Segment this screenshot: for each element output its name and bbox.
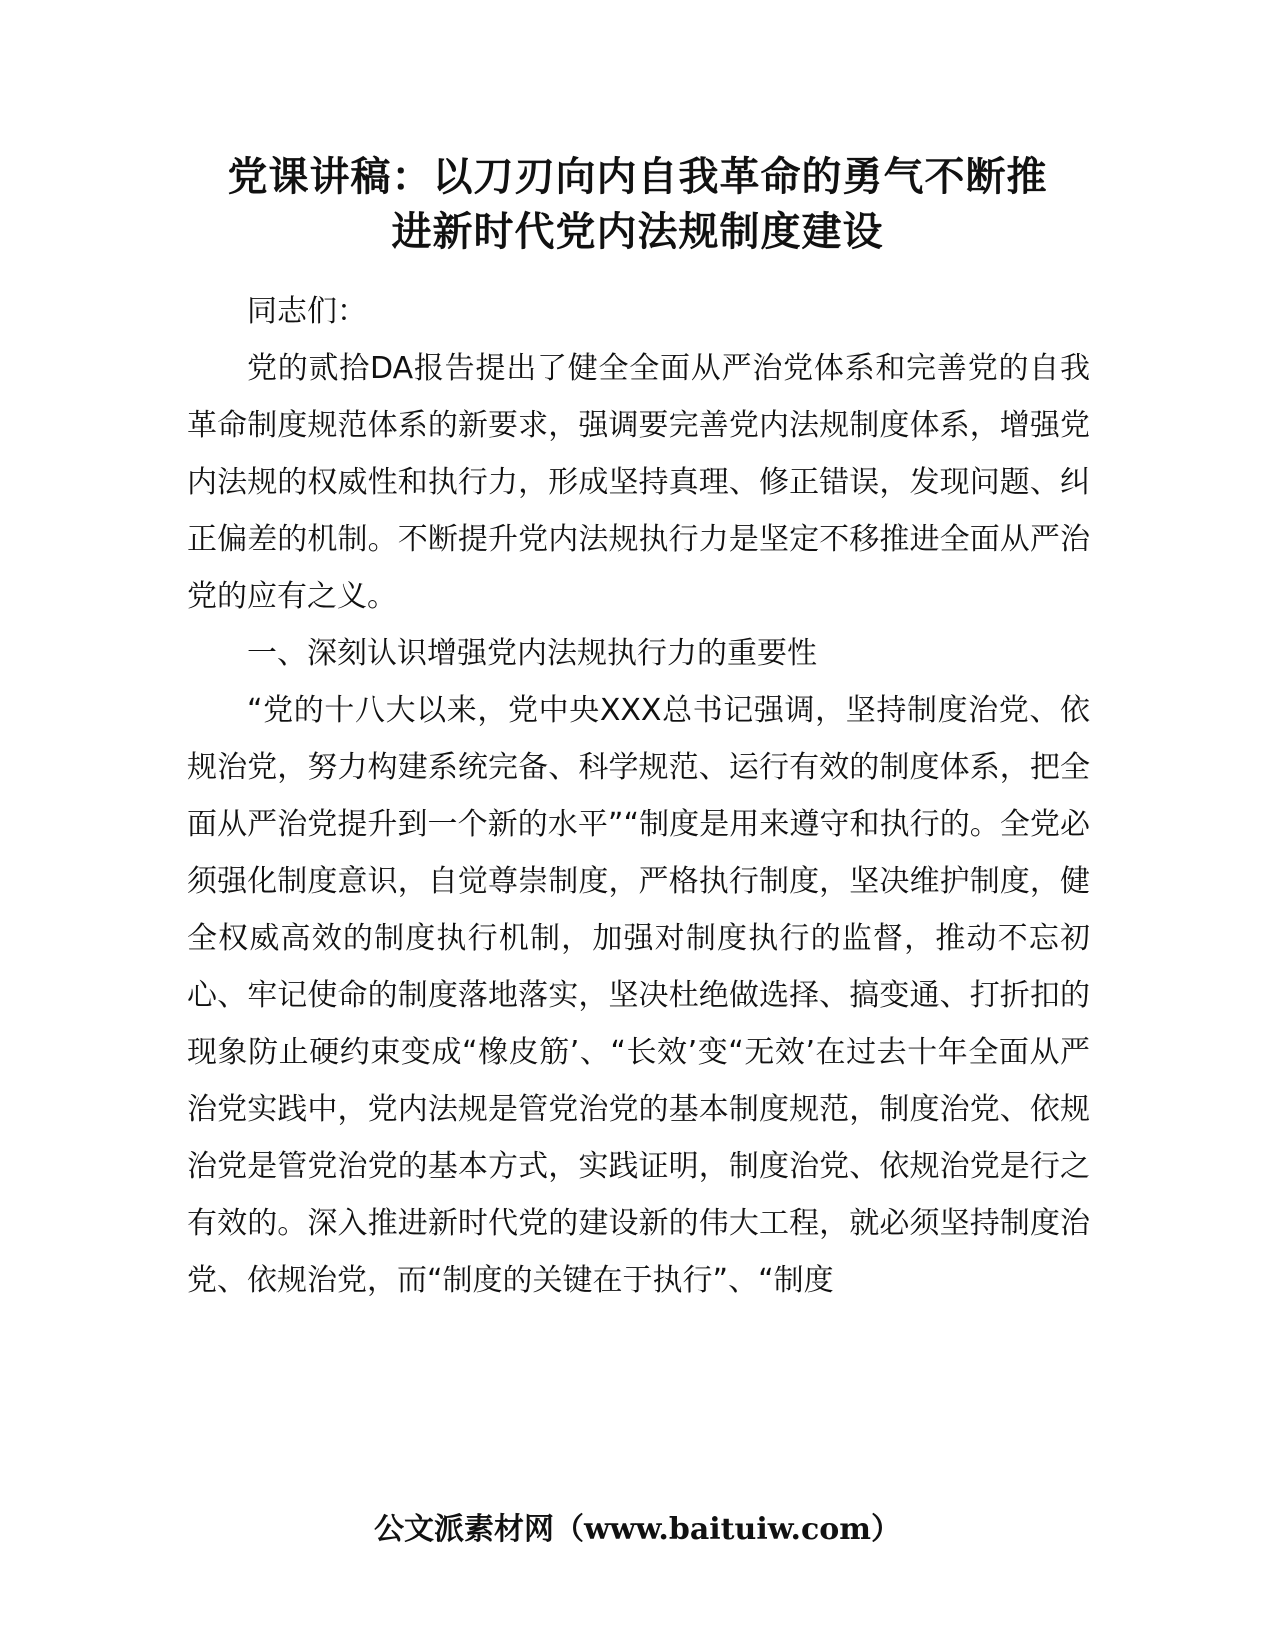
document-body — [187, 283, 1090, 1309]
document-title — [180, 150, 1095, 260]
paragraph-body: “党的十八大以来，党中央XXX总书记强调，坚持制度治党、依规治党，努力构建系统完备、科学规范、运行有效的制度体系，把全面从严治党提升到一个新的水平”“制度是用来遵守和执行的。全党必须强化制度意识，自觉尊崇制度，严格执行制度，坚决维护制度，健全权威高效的制度执行机制，加强对制度执行的监督，推动不忘初心、牢记使命的制度落地落实，坚决杜绝做选择、搞变通、打折扣的现象防止硬约束变成“橡皮筋’、“长效’变“无效’在过去十年全面从严治党实践中，党内法规是管党治党的基本制度规范，制度治党、依规治党是管党治党的基本方式，实践证明，制度治党、依规治党是行之有效的。深入推进新时代党的建设新的伟大工程，就必须坚持制度治党、依规治党，而“制度的关键在于执行”、“制度 — [187, 693, 1090, 1298]
section-heading: 一、深刻认识增强党内法规执行力的重要性 — [247, 636, 817, 671]
salutation: 同志们： — [247, 294, 367, 329]
paragraph-intro: 党的贰拾DA报告提出了健全全面从严治党体系和完善党的自我革命制度规范体系的新要求，强调要完善党内法规制度体系，增强党内法规的权威性和执行力，形成坚持真理、修正错误，发现问题、纠正偏差的机制。不断提升党内法规执行力是坚定不移推进全面从严治党的应有之义。 — [187, 351, 1090, 614]
title-line-1: 党课讲稿：以刀刃向内自我革命的勇气不断推 — [227, 154, 1048, 200]
title-line-2: 进新时代党内法规制度建设 — [391, 209, 884, 255]
footer-watermark: 公文派素材网（www.baituiw.com） — [373, 1512, 902, 1547]
